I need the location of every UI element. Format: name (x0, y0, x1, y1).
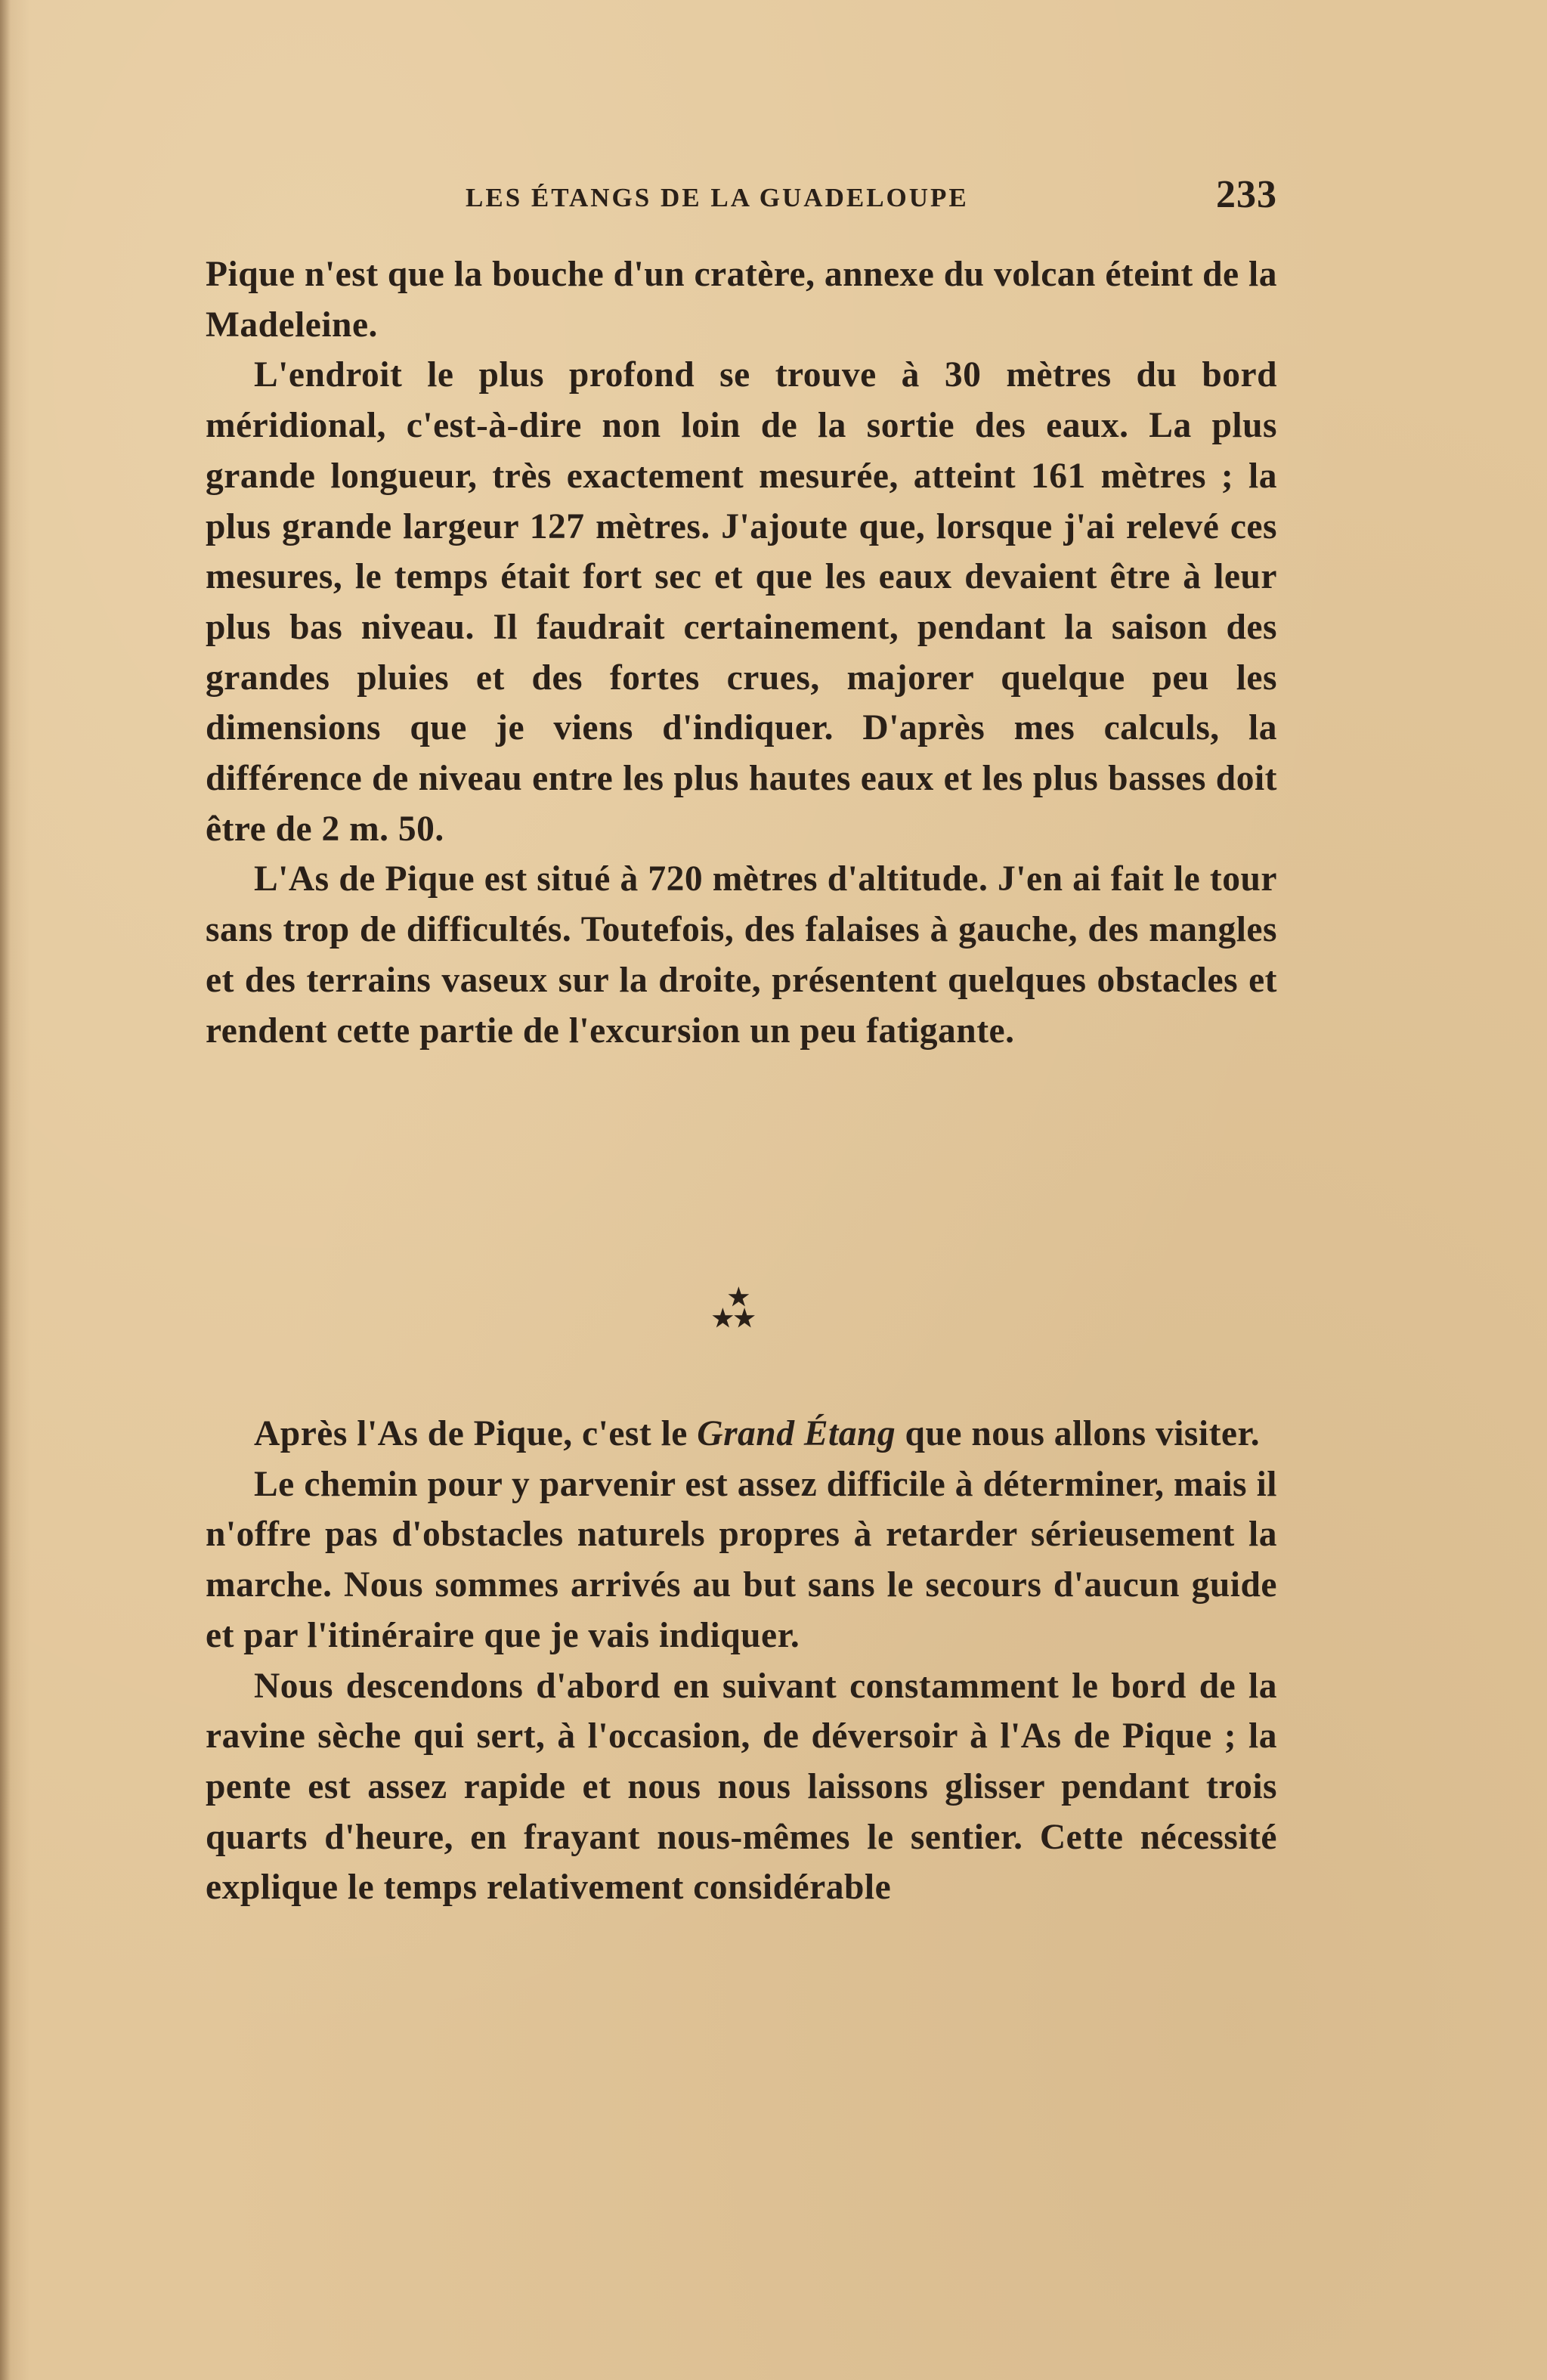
paragraph-descent: Nous descendons d'abord en suivant constamment le bord de la ravine sèche qui sert, à l'occasion, de déversoir à l'As de Pique ; la pente est assez rapide et nous nous laissons glisser pendant trois quarts d'heure, en frayant nous-mêmes le sentier. Cette nécessité explique le temps relativement considérable (206, 1666, 1277, 1908)
running-head (204, 172, 1277, 225)
paragraph-altitude: L'As de Pique est situé à 720 mètres d'altitude. J'en ai fait le tour sans trop de difficultés. Toutefois, des falaises à gauche, des mangles et des terrains vaseux sur la droite, présentent quelques obstacles et rendent cette partie de l'excursion un peu fatigante. (206, 859, 1277, 1051)
grand-etang-italic: Grand Étang (697, 1414, 896, 1453)
paragraph-continued: Pique n'est que la bouche d'un cratère, annexe du volcan éteint de la Madeleine. (206, 255, 1277, 345)
running-title: LES ÉTANGS DE LA GUADELOUPE (466, 183, 969, 212)
section-separator-asterism (703, 1285, 778, 1345)
paragraph-grand-etang-end: que nous allons visiter. (896, 1414, 1261, 1453)
asterism-bottom-stars: ★★ (712, 1305, 756, 1332)
asterism-top-star: ★ (728, 1283, 750, 1311)
text-section-2 (206, 1409, 1277, 1913)
paragraph-grand-etang-start: Après l'As de Pique, c'est le (254, 1414, 698, 1453)
page-binding-shadow (0, 0, 11, 2380)
paragraph-depth-dimensions: L'endroit le plus profond se trouve à 30 mètres du bord méridional, c'est-à-dire non loin de la sortie des eaux. La plus grande longueur, très exactement mesurée, atteint 161 mètres ; la plus grande largeur 127 mètres. J'ajoute que, lorsque j'ai relevé ces mesures, le temps était fort sec et que les eaux devaient être à leur plus bas niveau. Il faudrait certainement, pendant la saison des grandes pluies et des fortes crues, majorer quelque peu les dimensions que je viens d'indiquer. D'après mes calculs, la différence de niveau entre les plus hautes eaux et les plus basses doit être de 2 m. 50. (206, 355, 1277, 849)
paragraph-route: Le chemin pour y parvenir est assez difficile à déterminer, mais il n'offre pas d'obstacles naturels propres à retarder sérieusement la marche. Nous sommes arrivés au but sans le secours d'aucun guide et par l'itinéraire que je vais indiquer. (206, 1464, 1277, 1655)
paragraph-grand-etang (206, 1409, 1277, 1459)
page-number: 233 (1216, 173, 1277, 216)
text-section-1 (206, 249, 1277, 1056)
